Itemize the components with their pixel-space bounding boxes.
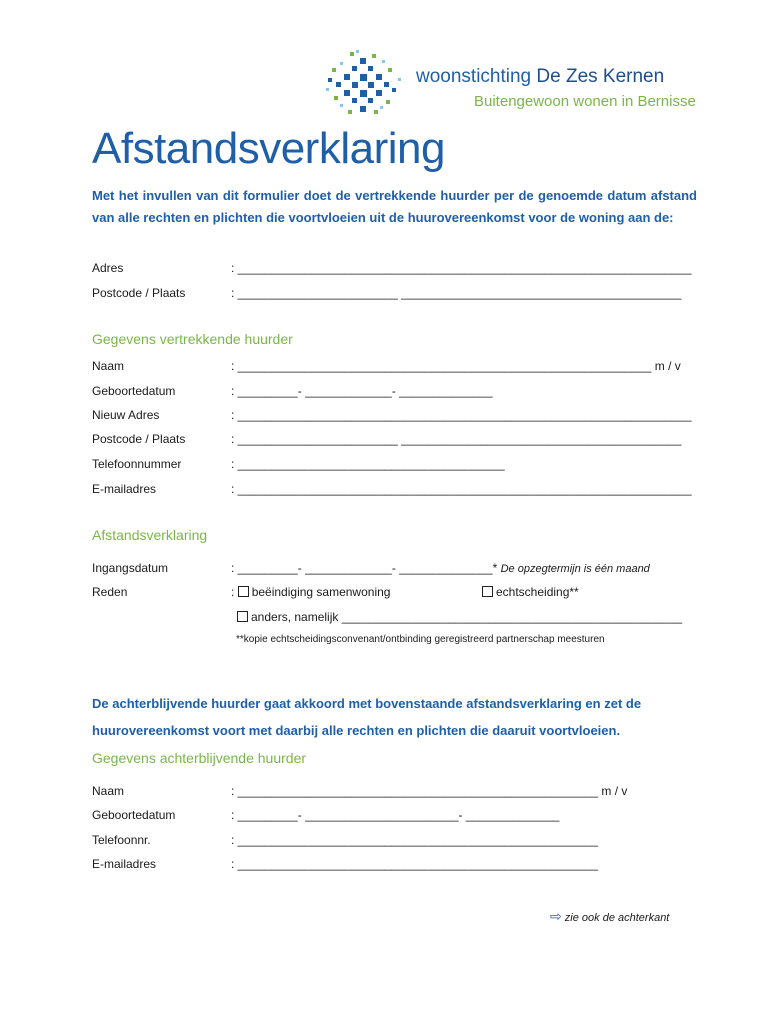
nieuw-adres-field[interactable]: : ____________________________________________________________________	[231, 408, 692, 422]
declaration-line-1: De achterblijvende huurder gaat akkoord met bovenstaande afstandsverklaring en zet de	[92, 696, 642, 711]
checkbox-icon[interactable]	[482, 586, 493, 597]
geboortedatum-label: Geboortedatum	[92, 384, 176, 398]
address-field[interactable]: : ____________________________________________________________________	[231, 261, 692, 275]
ingangsdatum-row	[231, 561, 650, 575]
opzegtermijn-note: De opzegtermijn is één maand	[500, 563, 650, 575]
naam-field[interactable]: : ______________________________________________________________ m / v	[231, 359, 681, 373]
option-echtscheiding-label: echtscheiding**	[496, 585, 579, 599]
ingangsdatum-field[interactable]: : _________- _____________- ______________*	[231, 561, 498, 575]
logo-tagline: Buitengewoon wonen in Bernisse	[474, 93, 696, 110]
email-label: E-mailadres	[92, 482, 157, 496]
option-anders-label: anders, namelijk ___________________________________________________	[251, 610, 683, 624]
nieuw-adres-label: Nieuw Adres	[92, 408, 160, 422]
footnote: **kopie echtscheidingsconvenant/ontbinding geregistreerd partnerschap meesturen	[236, 634, 605, 645]
section-heading-vertrekkend: Gegevens vertrekkende huurder	[92, 331, 293, 347]
logo-name: woonstichting	[416, 66, 532, 87]
geboortedatum-field[interactable]: : _________- _____________- ______________	[231, 384, 493, 398]
reden-label: Reden	[92, 585, 128, 599]
section-heading-afstand: Afstandsverklaring	[92, 527, 208, 543]
telefoon2-field[interactable]: : ______________________________________________________	[231, 833, 599, 847]
reden-option-2[interactable]	[482, 585, 579, 599]
email-field[interactable]: : ____________________________________________________________________	[231, 482, 692, 496]
logo-mark-icon	[322, 48, 408, 118]
arrow-right-icon: ⇨	[550, 908, 562, 924]
naam2-field[interactable]: : ______________________________________________________ m / v	[231, 784, 628, 798]
postcode-field[interactable]: : ________________________ __________________________________________	[231, 286, 682, 300]
telefoon2-label: Telefoonnr.	[92, 833, 151, 847]
option-beeindiging-label: beëindiging samenwoning	[251, 585, 391, 599]
page-title: Afstandsverklaring	[92, 124, 445, 173]
reden-option-1[interactable]	[231, 585, 390, 599]
declaration-line-2: huurovereenkomst voort met daarbij alle rechten en plichten die daaruit voortvloeien.	[92, 723, 621, 738]
postcode-plaats-field[interactable]: : ________________________ __________________________________________	[231, 432, 682, 446]
reden-colon: :	[231, 585, 235, 599]
checkbox-icon[interactable]	[237, 611, 248, 622]
ingangsdatum-label: Ingangsdatum	[92, 561, 169, 575]
see-back-label: zie ook de achterkant	[564, 912, 670, 924]
geboortedatum2-label: Geboortedatum	[92, 808, 176, 822]
address-label: Adres	[92, 261, 124, 275]
logo-brand: De Zes Kernen	[536, 66, 665, 87]
section-heading-achterblijvend: Gegevens achterblijvende huurder	[92, 750, 307, 766]
email2-label: E-mailadres	[92, 857, 157, 871]
see-back-note	[550, 908, 669, 925]
reden-option-3[interactable]	[237, 610, 682, 624]
telefoon-field[interactable]: : ________________________________________	[231, 457, 505, 471]
logo-wordmark	[416, 66, 664, 88]
naam2-label: Naam	[92, 784, 125, 798]
checkbox-icon[interactable]	[238, 586, 249, 597]
intro-text: Met het invullen van dit formulier doet de vertrekkende huurder per de genoemde datum afstand van alle rechten en plichten die voortvloeien uit de huurovereenkomst voor de woning aan de:	[92, 188, 697, 225]
telefoon-label: Telefoonnummer	[92, 457, 182, 471]
postcode-plaats-label: Postcode / Plaats	[92, 432, 186, 446]
postcode-label: Postcode / Plaats	[92, 286, 186, 300]
email2-field[interactable]: : ______________________________________________________	[231, 857, 599, 871]
naam-label: Naam	[92, 359, 125, 373]
geboortedatum2-field[interactable]: : _________- _______________________- ______________	[231, 808, 560, 822]
